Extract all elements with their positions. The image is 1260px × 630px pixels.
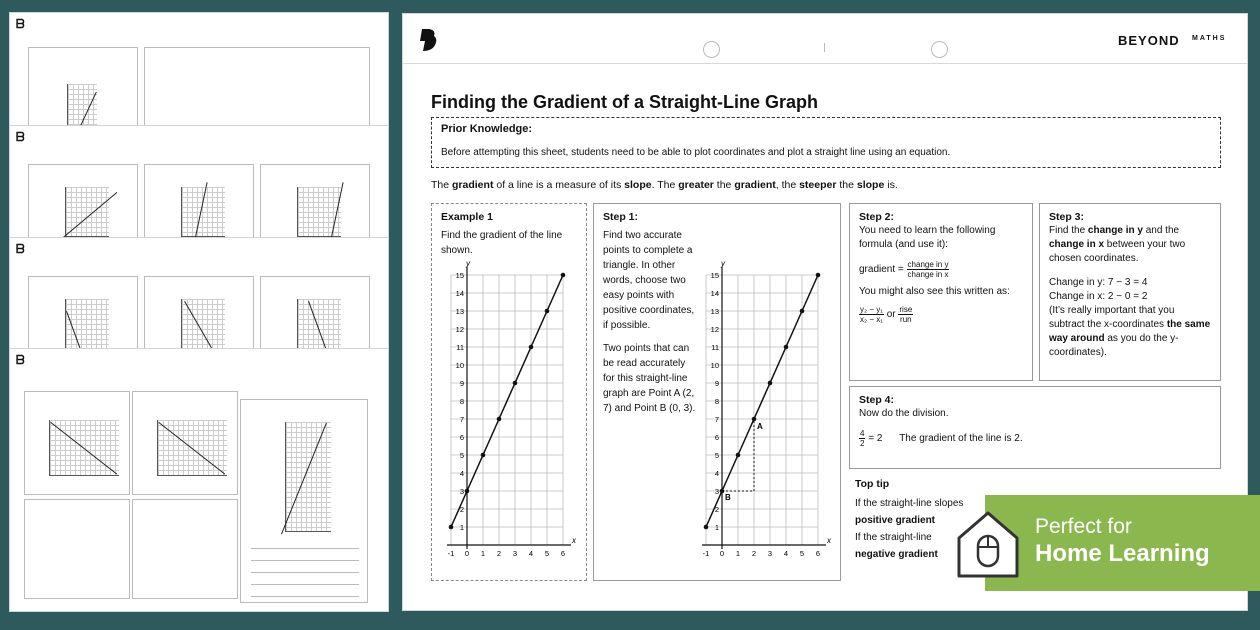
intro-part: of a line is a measure of its — [493, 179, 625, 191]
thumbnail-page-1[interactable] — [9, 12, 389, 127]
step-3-note-part: (It’s really important that you subtract the x-coordinates — [1049, 305, 1175, 330]
step-2-alt-text: You might also see this written as: — [859, 286, 1010, 297]
step-4-text: Now do the division. — [859, 408, 949, 419]
top-tip-line-1: If the straight-line slopes — [855, 498, 964, 509]
data-point — [465, 489, 470, 494]
x-tick-label: -1 — [702, 549, 710, 558]
step-3-part: between your two chosen coordinates. — [1049, 239, 1186, 264]
step-3-instruction — [1049, 224, 1211, 266]
x-tick-label: 5 — [544, 549, 550, 558]
intro-bold: gradient — [734, 179, 776, 191]
alt-denominator: x₂ − x₁ — [860, 315, 883, 324]
x-tick-label: -1 — [447, 549, 455, 558]
data-point — [481, 453, 486, 458]
prior-knowledge-box — [431, 117, 1221, 168]
brand-name: BEYOND — [1118, 33, 1180, 48]
formula-numerator: change in y — [907, 260, 949, 269]
brand-sub: MATHS — [1192, 35, 1227, 42]
thumb-logo: ᗷ — [16, 353, 25, 367]
prior-text: Before attempting this sheet, students need to be able to plot coordinates and plot a straight line using an equation. — [441, 147, 951, 158]
thumb-example-box — [24, 391, 130, 495]
data-point — [784, 345, 789, 350]
example-1-graph — [435, 259, 583, 559]
badge-line-1: Perfect for — [1035, 515, 1132, 538]
x-tick-label: 1 — [480, 549, 486, 558]
intro-bold: slope — [856, 179, 885, 191]
y-tick-label: 5 — [714, 451, 719, 460]
data-point — [736, 453, 741, 458]
x-tick-label: 0 — [719, 549, 725, 558]
x-tick-label: 6 — [815, 549, 821, 558]
home-learning-badge — [985, 495, 1260, 591]
y-tick-label: 13 — [455, 307, 464, 316]
thumb-step-box — [24, 499, 130, 599]
step-3-bold: change in x — [1049, 239, 1105, 250]
example-1-heading: Example 1 — [441, 211, 493, 223]
data-point — [768, 381, 773, 386]
step-1-graph — [690, 259, 838, 559]
y-tick-label: 6 — [459, 433, 464, 442]
thumb-step-box — [132, 391, 238, 495]
step-1-heading: Step 1: — [603, 211, 639, 223]
data-point — [800, 309, 805, 314]
y-tick-label: 14 — [455, 289, 464, 298]
intro-part: The — [431, 179, 453, 191]
x-axis-label: x — [827, 536, 831, 545]
intro-part: is. — [884, 179, 898, 191]
y-tick-label: 10 — [455, 361, 464, 370]
x-tick-label: 4 — [783, 549, 789, 558]
thumb-question-box — [260, 164, 370, 240]
top-tip-bold-2: negative gradient — [855, 549, 938, 560]
y-tick-label: 12 — [710, 325, 719, 334]
x-tick-label: 4 — [528, 549, 534, 558]
y-tick-label: 14 — [710, 289, 719, 298]
y-tick-label: 11 — [711, 343, 719, 352]
step-4-panel — [849, 386, 1221, 469]
y-tick-label: 12 — [455, 325, 464, 334]
thumbnail-page-4[interactable] — [9, 348, 389, 612]
data-point — [545, 309, 550, 314]
alt-run: run — [900, 315, 912, 324]
y-tick-label: 13 — [710, 307, 719, 316]
prior-heading: Prior Knowledge: — [441, 123, 533, 135]
x-tick-label: 2 — [496, 549, 502, 558]
punch-hole-icon — [931, 41, 948, 58]
step-1-points-text: Two points that can be read accurately for this straight-line graph are Point A (2, 7) and Point B (0, 3). — [603, 343, 696, 414]
y-tick-label: 15 — [455, 271, 464, 280]
point-b-label: B — [725, 493, 731, 502]
data-point — [449, 525, 454, 530]
thumb-logo: ᗷ — [16, 242, 25, 256]
thumb-step-box — [132, 499, 238, 599]
thumb-your-turn-box — [240, 399, 368, 603]
example-1-text: Find the gradient of the line shown. — [441, 230, 563, 256]
badge-line-2: Home Learning — [1035, 540, 1210, 567]
gradient-formula — [859, 260, 1023, 279]
y-tick-label: 3 — [459, 487, 464, 496]
y-tick-label: 15 — [710, 271, 719, 280]
step-4-result: The gradient of the line is 2. — [899, 433, 1023, 445]
data-point — [497, 417, 502, 422]
step-3-part: Find the — [1049, 225, 1088, 236]
thumb-logo: ᗷ — [16, 17, 25, 31]
y-tick-label: 9 — [714, 379, 719, 388]
intro-part: the — [713, 179, 735, 191]
alt-numerator: y₂ − y₁ — [860, 305, 883, 314]
step-3-part: and the — [1142, 225, 1180, 236]
step-3-panel — [1039, 203, 1221, 381]
x-axis-label: x — [572, 536, 576, 545]
data-point — [816, 273, 821, 278]
beyond-logo-icon — [419, 28, 439, 52]
thumb-logo: ᗷ — [16, 130, 25, 144]
top-tip-bold-1: positive gradient — [855, 515, 936, 526]
thumb-question-box — [144, 164, 254, 240]
page-header — [403, 14, 1248, 64]
y-tick-label: 3 — [714, 487, 719, 496]
intro-part: , the — [775, 179, 800, 191]
x-tick-label: 0 — [464, 549, 470, 558]
y-axis-label: y — [721, 259, 725, 268]
alt-rise: rise — [899, 305, 913, 314]
thumb-question-box — [28, 164, 138, 240]
intro-bold: steeper — [799, 179, 837, 191]
step-1-text: Find two accurate points to complete a triangle. In other words, choose two easy points with positive coordinates, if possible. — [603, 230, 695, 331]
thumb-question-box — [260, 276, 370, 352]
step-4-heading: Step 4: — [859, 394, 895, 406]
step-2-heading: Step 2: — [859, 211, 895, 223]
y-tick-label: 2 — [459, 505, 464, 514]
point-a-label: A — [757, 422, 763, 431]
thumb-question-box — [144, 276, 254, 352]
top-tip-line-2: If the straight-line — [855, 532, 932, 543]
x-tick-label: 5 — [799, 549, 805, 558]
thumbnail-page-2[interactable] — [9, 125, 389, 240]
step-3-bold: change in y — [1087, 225, 1143, 236]
x-tick-label: 1 — [735, 549, 741, 558]
step-3-note-bold: the same way around — [1049, 319, 1211, 344]
y-tick-label: 1 — [714, 523, 719, 532]
y-tick-label: 4 — [714, 469, 719, 478]
step-3-calc-y: Change in y: 7 − 3 = 4 — [1049, 277, 1148, 288]
intro-bold: greater — [678, 179, 714, 191]
y-tick-label: 6 — [714, 433, 719, 442]
x-tick-label: 6 — [560, 549, 566, 558]
intro-part: the — [836, 179, 857, 191]
formula-label: gradient = — [859, 264, 904, 276]
alt-or: or — [886, 309, 896, 321]
y-tick-label: 4 — [459, 469, 464, 478]
step-3-note-part: as you do the y-coordinates). — [1049, 333, 1179, 358]
formula-denominator: change in x — [907, 270, 949, 279]
y-tick-label: 1 — [459, 523, 464, 532]
thumbnail-page-3[interactable] — [9, 237, 389, 352]
intro-bold: gradient — [452, 179, 494, 191]
top-tip-heading: Top tip — [855, 478, 890, 490]
thumb-challenge-box — [144, 47, 370, 127]
y-tick-label: 8 — [459, 397, 464, 406]
alt-formula — [859, 305, 1023, 324]
fold-mark — [824, 43, 825, 52]
step-2-panel — [849, 203, 1033, 381]
y-tick-label: 2 — [714, 505, 719, 514]
intro-text — [431, 179, 898, 191]
intro-part: . The — [651, 179, 679, 191]
y-tick-label: 7 — [714, 415, 719, 424]
step-2-text: You need to learn the following formula (and use it): — [859, 225, 996, 250]
y-axis-label: y — [466, 259, 470, 268]
step-4-calculation — [859, 429, 1211, 448]
house-mouse-icon — [953, 508, 1023, 580]
page-title: Finding the Gradient of a Straight-Line Graph — [431, 92, 818, 112]
division-denominator: 2 — [860, 439, 865, 448]
y-tick-label: 11 — [456, 343, 464, 352]
punch-hole-icon — [703, 41, 720, 58]
thumb-question-box — [28, 276, 138, 352]
data-point — [513, 381, 518, 386]
x-tick-label: 3 — [512, 549, 518, 558]
step-3-heading: Step 3: — [1049, 211, 1085, 223]
y-tick-label: 8 — [714, 397, 719, 406]
thumbnail-stack — [9, 12, 389, 612]
thumb-question-box — [28, 47, 138, 127]
step-3-calc-x: Change in x: 2 − 0 = 2 — [1049, 291, 1148, 302]
y-tick-label: 10 — [710, 361, 719, 370]
step-3-note — [1049, 304, 1211, 360]
y-tick-label: 7 — [459, 415, 464, 424]
y-tick-label: 5 — [459, 451, 464, 460]
x-tick-label: 3 — [767, 549, 773, 558]
data-point — [704, 525, 709, 530]
division-numerator: 4 — [860, 429, 865, 438]
intro-bold: slope — [624, 179, 652, 191]
x-tick-label: 2 — [751, 549, 757, 558]
data-point — [561, 273, 566, 278]
division-equals: = 2 — [868, 433, 883, 445]
y-tick-label: 9 — [459, 379, 464, 388]
data-point — [529, 345, 534, 350]
